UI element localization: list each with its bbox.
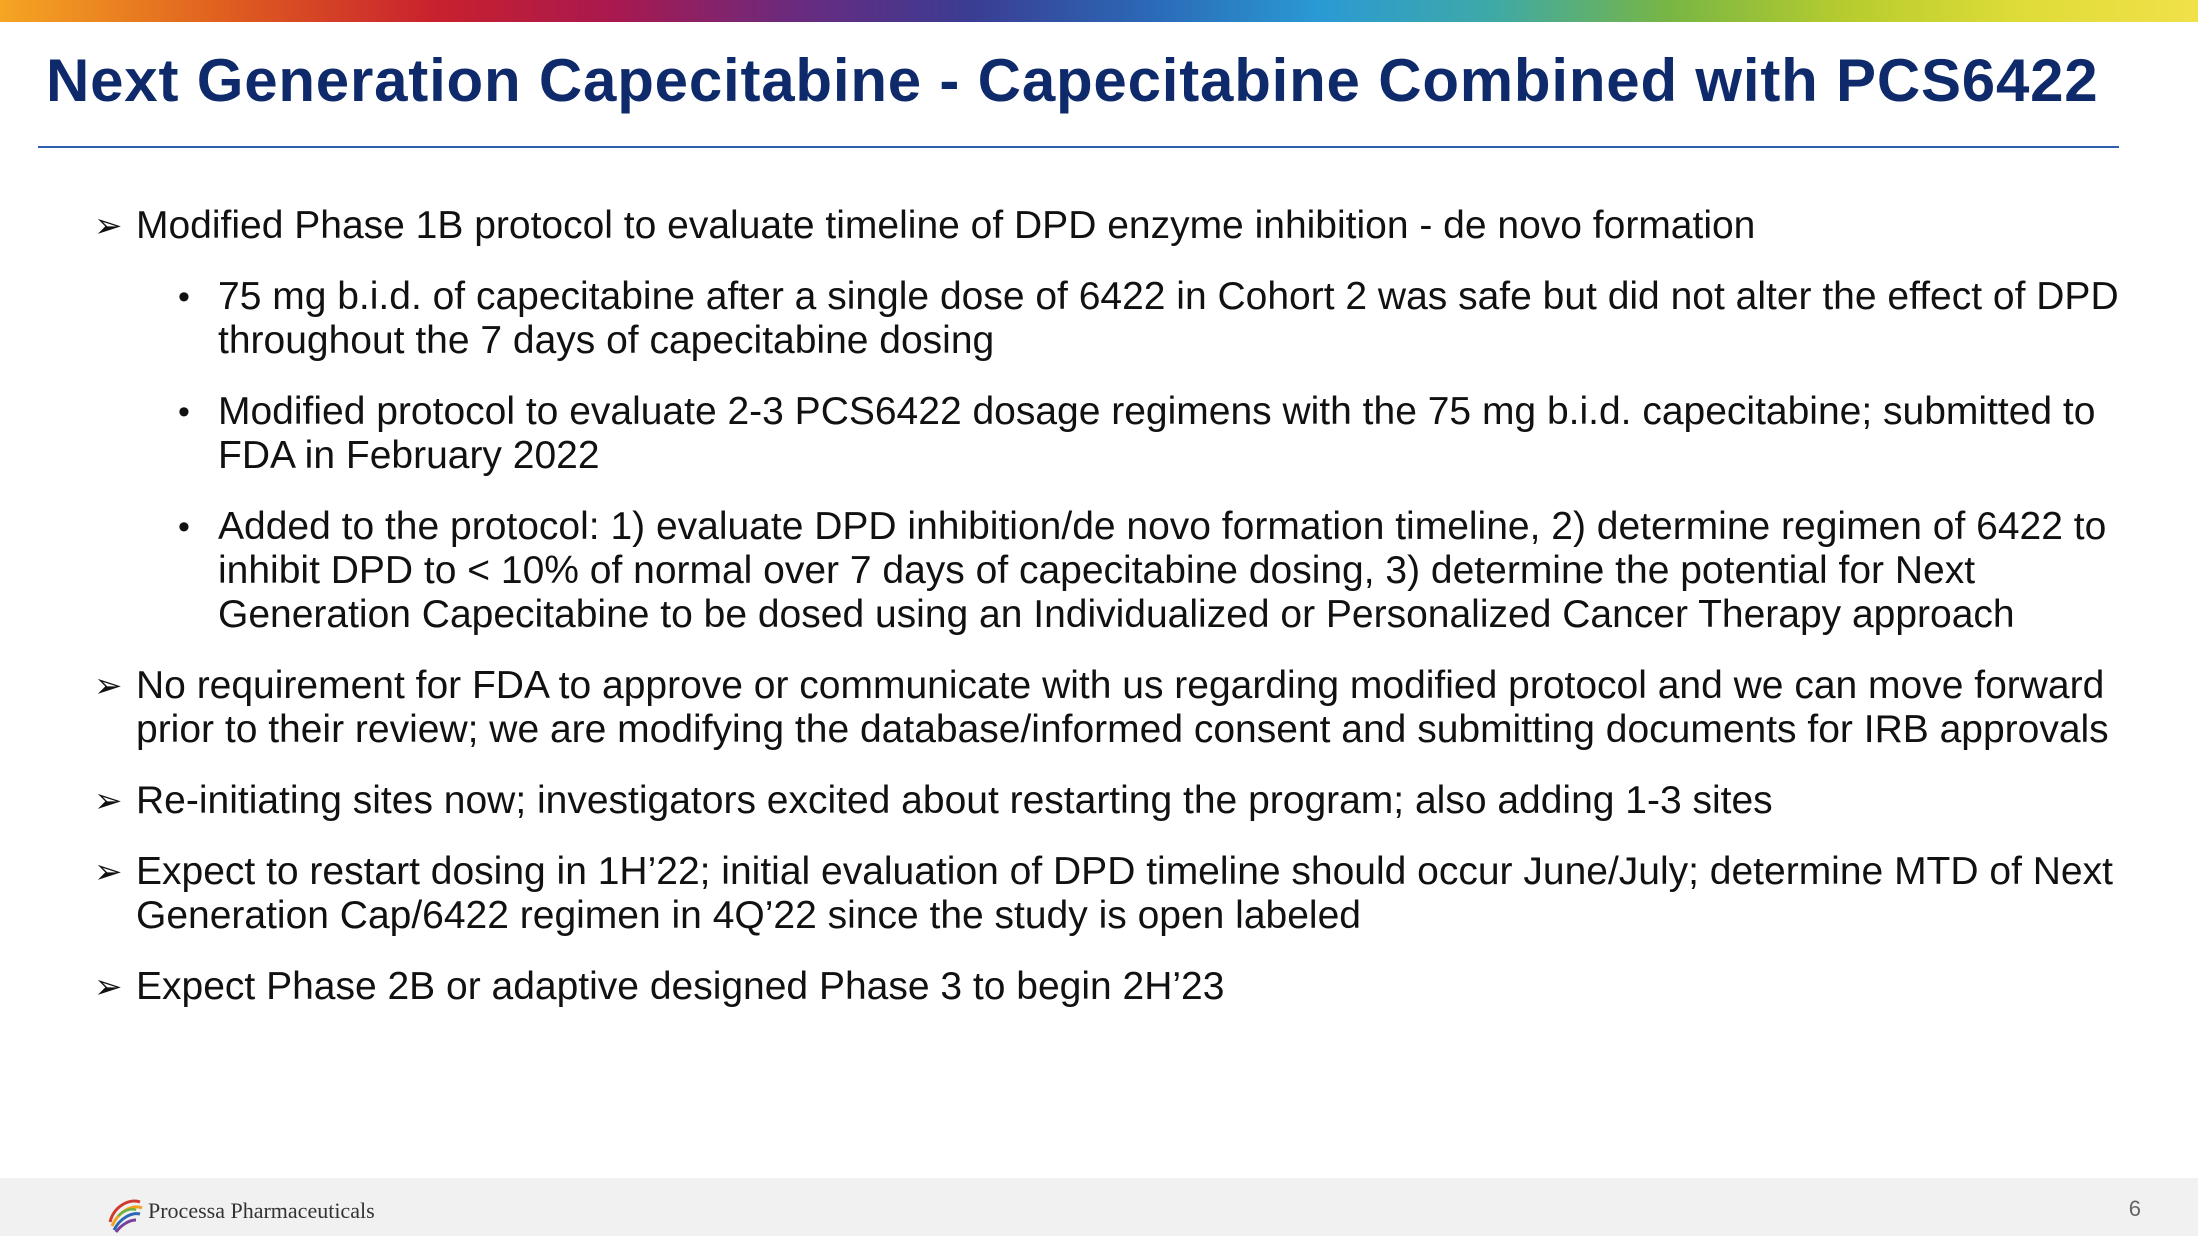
bullet-text: Expect to restart dosing in 1H’22; initial evaluation of DPD timeline should occur June/July; determine MTD of Next Generation Cap/6422 regimen in 4Q’22 since the study is open labeled [136, 850, 2113, 937]
sub-bullet-text: Modified protocol to evaluate 2-3 PCS6422 dosage regimens with the 75 mg b.i.d. capecitabine; submitted to FDA in February 2022 [218, 390, 2096, 477]
sub-bullet-text: 75 mg b.i.d. of capecitabine after a single dose of 6422 in Cohort 2 was safe but did not alter the effect of DPD throughout the 7 days of capecitabine dosing [218, 275, 2119, 362]
bullet-item [94, 965, 2124, 1009]
bullet-text: Expect Phase 2B or adaptive designed Phase 3 to begin 2H’23 [136, 965, 1225, 1008]
processa-swirl-logo-icon [102, 1192, 146, 1236]
arrow-bullet-icon: ➢ [94, 667, 123, 705]
bullet-item [94, 850, 2124, 938]
dot-bullet-icon: • [178, 278, 190, 316]
sub-bullet-item [178, 390, 2124, 478]
sub-bullet-item [178, 275, 2124, 363]
slide-footer [0, 1178, 2198, 1236]
slide-title: Next Generation Capecitabine - Capecitabine Combined with PCS6422 [46, 47, 2099, 114]
arrow-bullet-icon: ➢ [94, 853, 123, 891]
bullet-text: No requirement for FDA to approve or communicate with us regarding modified protocol and we can move forward prior to their review; we are modifying the database/informed consent and submitting documents for IRB approvals [136, 664, 2109, 751]
bullet-item [94, 779, 2124, 823]
top-gradient-bar [0, 0, 2198, 22]
page-number: 6 [2128, 1196, 2141, 1221]
arrow-bullet-icon: ➢ [94, 782, 123, 820]
bullet-item [94, 204, 2124, 248]
title-divider [38, 146, 2119, 148]
arrow-bullet-icon: ➢ [94, 968, 123, 1006]
sub-bullet-item [178, 505, 2124, 637]
bullet-item [94, 664, 2124, 752]
dot-bullet-icon: • [178, 393, 190, 431]
bullet-text: Modified Phase 1B protocol to evaluate timeline of DPD enzyme inhibition - de novo formation [136, 204, 1756, 247]
dot-bullet-icon: • [178, 508, 190, 546]
sub-bullet-text: Added to the protocol: 1) evaluate DPD inhibition/de novo formation timeline, 2) determine regimen of 6422 to inhibit DPD to < 10% of normal over 7 days of capecitabine dosing, 3) determine the potential for Next Generation Capecitabine to be dosed using an Individualized or Personalized Cancer Therapy approach [218, 505, 2107, 636]
company-name: Processa Pharmaceuticals [148, 1198, 375, 1223]
arrow-bullet-icon: ➢ [94, 207, 123, 245]
bullet-text: Re-initiating sites now; investigators excited about restarting the program; also adding 1-3 sites [136, 779, 1773, 822]
slide-body [94, 204, 2124, 1036]
